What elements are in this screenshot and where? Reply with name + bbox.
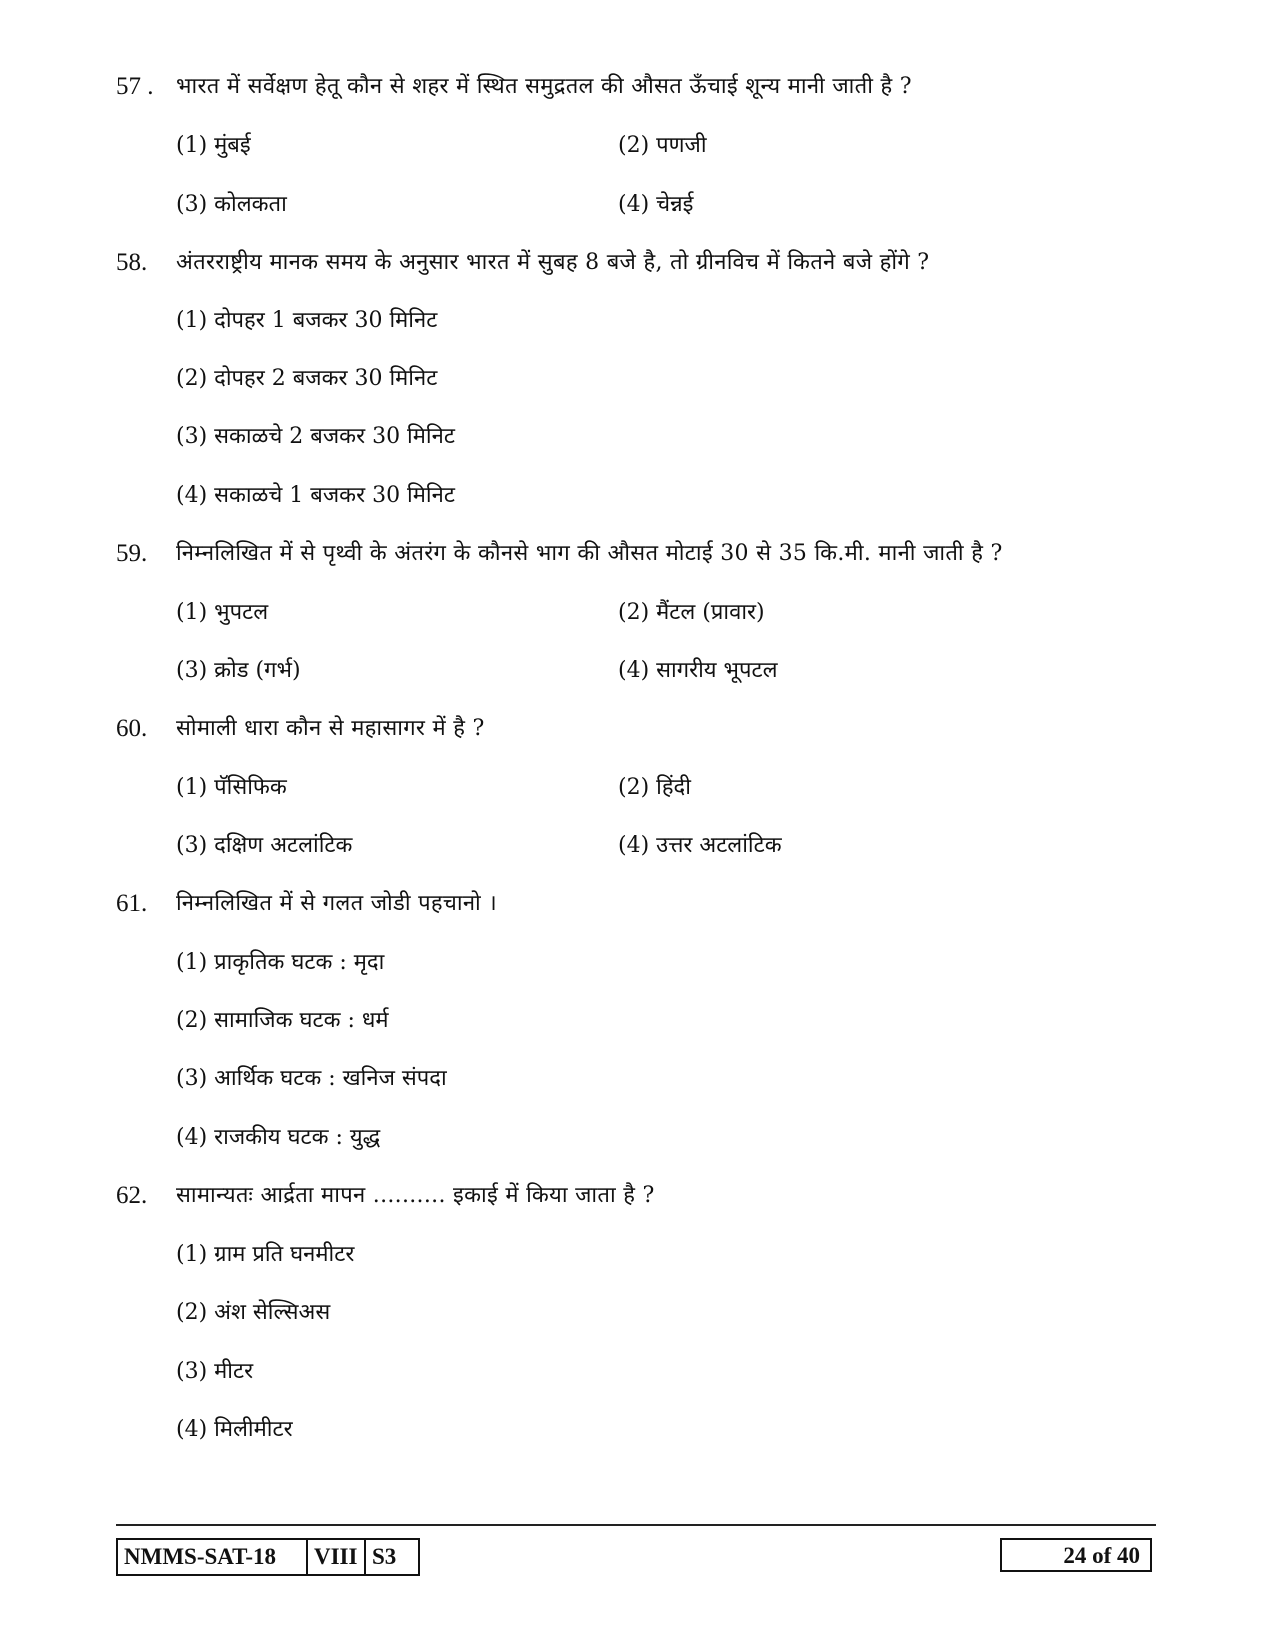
question-58-option-2: (2) दोपहर 2 बजकर 30 मिनिट [176,366,438,391]
question-62-option-2: (2) अंश सेल्सिअस [176,1300,331,1325]
question-59-text: निम्नलिखित में से पृथ्वी के अंतरंग के कौनसे भाग की औसत मोटाई 30 से 35 कि.मी. मानी जाती है ? [176,541,1003,566]
paper-code-box [116,1538,420,1576]
question-59-option-3: (3) क्रोड (गर्भ) [176,658,301,683]
question-58-option-3: (3) सकाळचे 2 बजकर 30 मिनिट [176,424,455,449]
question-58-text: अंतरराष्ट्रीय मानक समय के अनुसार भारत में सुबह 8 बजे है, तो ग्रीनविच में कितने बजे होंगे ? [176,250,930,275]
question-60-number: 60. [116,715,148,742]
question-57-text: भारत में सर्वेक्षण हेतू कौन से शहर में स्थित समुद्रतल की औसत ऊँचाई शून्य मानी जाती है ? [176,74,912,99]
question-61-option-3: (3) आर्थिक घटक : खनिज संपदा [176,1066,447,1091]
question-61-number: 61. [116,890,148,917]
question-61-option-4: (4) राजकीय घटक : युद्ध [176,1125,381,1150]
class-code: VIII [308,1540,366,1574]
question-58-option-1: (1) दोपहर 1 बजकर 30 मिनिट [176,308,438,333]
question-62-option-3: (3) मीटर [176,1359,254,1384]
question-57-option-3: (3) कोलकता [176,192,287,217]
question-60-option-4: (4) उत्तर अटलांटिक [618,833,782,858]
question-59-option-2: (2) मैंटल (प्रावार) [618,600,765,625]
question-57-option-4: (4) चेन्नई [618,192,694,217]
question-57-option-1: (1) मुंबई [176,133,251,158]
set-code: S3 [372,1544,397,1569]
question-59-option-4: (4) सागरीय भूपटल [618,658,778,683]
question-60-option-3: (3) दक्षिण अटलांटिक [176,833,353,858]
page-number: 24 of 40 [1000,1538,1152,1572]
question-61-text: निम्नलिखित में से गलत जोडी पहचानो । [176,891,497,916]
question-60-option-1: (1) पॅसिफिक [176,775,287,800]
question-61-option-1: (1) प्राकृतिक घटक : मृदा [176,950,385,975]
question-58-option-4: (4) सकाळचे 1 बजकर 30 मिनिट [176,483,455,508]
question-62-text: सामान्यतः आर्द्रता मापन .......... इकाई में किया जाता है ? [176,1183,655,1208]
question-57-number: 57 . [116,73,154,100]
question-60-option-2: (2) हिंदी [618,775,691,800]
question-59-option-1: (1) भुपटल [176,600,269,625]
question-58-number: 58. [116,249,148,276]
question-57-option-2: (2) पणजी [618,133,707,158]
question-60-text: सोमाली धारा कौन से महासागर में है ? [176,716,485,741]
footer-rule [116,1524,1156,1526]
question-62-option-4: (4) मिलीमीटर [176,1417,293,1442]
question-62-option-1: (1) ग्राम प्रति घनमीटर [176,1242,355,1267]
paper-code: NMMS-SAT-18 [118,1540,308,1574]
question-62-number: 62. [116,1182,148,1209]
question-59-number: 59. [116,540,148,567]
question-61-option-2: (2) सामाजिक घटक : धर्म [176,1008,389,1033]
